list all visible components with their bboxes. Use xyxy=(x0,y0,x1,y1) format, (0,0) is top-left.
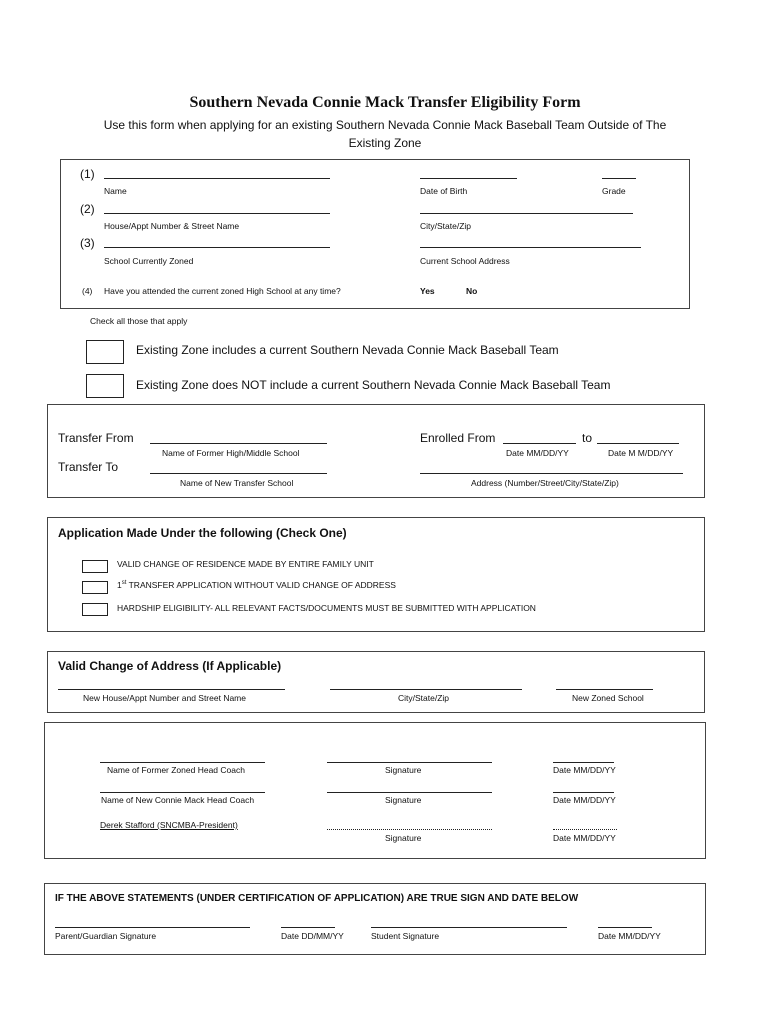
transfer-to-label: Transfer To xyxy=(58,460,119,474)
enrolled-to-date-field[interactable] xyxy=(597,443,679,444)
former-coach-date-label: Date MM/DD/YY xyxy=(553,765,616,775)
zone-not-includes-checkbox[interactable] xyxy=(86,374,124,398)
president-signature-field[interactable] xyxy=(327,829,492,830)
former-coach-signature-label: Signature xyxy=(385,765,422,775)
new-city-label: City/State/Zip xyxy=(398,693,450,703)
first-transfer-checkbox[interactable] xyxy=(82,581,108,594)
new-zoned-school-label: New Zoned School xyxy=(572,693,644,703)
new-zoned-school-field[interactable] xyxy=(556,689,653,690)
name-label: Name xyxy=(104,186,127,196)
row-number-2: (2) xyxy=(80,202,95,216)
row-number-4: (4) xyxy=(82,286,93,296)
address-change-heading: Valid Change of Address (If Applicable) xyxy=(58,659,282,673)
new-school-label: Name of New Transfer School xyxy=(180,478,294,488)
grade-field[interactable] xyxy=(602,178,636,179)
new-coach-signature-label: Signature xyxy=(385,795,422,805)
new-street-field[interactable] xyxy=(58,689,285,690)
enrolled-to-word: to xyxy=(582,431,593,445)
attendance-question: Have you attended the current zoned High School at any time? xyxy=(104,286,341,296)
parent-signature-field[interactable] xyxy=(55,927,250,928)
school-label: School Currently Zoned xyxy=(104,256,194,266)
zone-includes-checkbox[interactable] xyxy=(86,340,124,364)
grade-label: Grade xyxy=(602,186,626,196)
hardship-label: HARDSHIP ELIGIBILITY- ALL RELEVANT FACTS/DOCUMENTS MUST BE SUBMITTED WITH APPLICATION xyxy=(117,603,536,613)
dob-field[interactable] xyxy=(420,178,517,179)
president-name: Derek Stafford (SNCMBA-President) xyxy=(100,820,238,830)
city-field[interactable] xyxy=(420,213,633,214)
parent-date-label: Date DD/MM/YY xyxy=(281,931,344,941)
zone-includes-label: Existing Zone includes a current Southern Nevada Connie Mack Baseball Team xyxy=(136,343,559,357)
dob-label: Date of Birth xyxy=(420,186,468,196)
house-field[interactable] xyxy=(104,213,330,214)
new-coach-date-label: Date MM/DD/YY xyxy=(553,795,616,805)
new-coach-date-field[interactable] xyxy=(553,792,614,793)
residence-change-checkbox[interactable] xyxy=(82,560,108,573)
former-coach-name-field[interactable] xyxy=(100,762,265,763)
name-field[interactable] xyxy=(104,178,330,179)
house-label: House/Appt Number & Street Name xyxy=(104,221,240,231)
transfer-from-field[interactable] xyxy=(150,443,327,444)
new-coach-label: Name of New Connie Mack Head Coach xyxy=(101,795,255,805)
yes-option[interactable]: Yes xyxy=(420,286,435,296)
transfer-from-label: Transfer From xyxy=(58,431,134,445)
form-subtitle: Use this form when applying for an existing Southern Nevada Connie Mack Baseball Team Outside of The Existing Zone xyxy=(103,118,667,150)
new-school-address-label: Address (Number/Street/City/State/Zip) xyxy=(471,478,619,488)
school-field[interactable] xyxy=(104,247,330,248)
enrolled-from-label: Enrolled From xyxy=(420,431,496,445)
form-title: Southern Nevada Connie Mack Transfer Eligibility Form xyxy=(189,94,581,111)
first-transfer-label: 1st TRANSFER APPLICATION WITHOUT VALID CHANGE OF ADDRESS xyxy=(117,580,396,590)
hardship-checkbox[interactable] xyxy=(82,603,108,616)
enrolled-from-date-label: Date MM/DD/YY xyxy=(506,448,569,458)
certification-heading: IF THE ABOVE STATEMENTS (UNDER CERTIFICATION OF APPLICATION) ARE TRUE SIGN AND DATE BELOW xyxy=(55,893,579,904)
check-all-note: Check all those that apply xyxy=(90,316,188,326)
student-date-label: Date MM/DD/YY xyxy=(598,931,661,941)
former-coach-signature-field[interactable] xyxy=(327,762,492,763)
new-school-address-field[interactable] xyxy=(420,473,683,474)
president-date-field[interactable] xyxy=(553,829,617,830)
enrolled-to-date-label: Date M M/DD/YY xyxy=(608,448,674,458)
application-heading: Application Made Under the following (Check One) xyxy=(58,526,347,540)
zone-not-includes-label: Existing Zone does NOT include a current Southern Nevada Connie Mack Baseball Team xyxy=(136,378,611,392)
parent-signature-label: Parent/Guardian Signature xyxy=(55,931,157,941)
new-street-label: New House/Appt Number and Street Name xyxy=(83,693,246,703)
student-signature-label: Student Signature xyxy=(371,931,440,941)
new-coach-signature-field[interactable] xyxy=(327,792,492,793)
student-date-field[interactable] xyxy=(598,927,652,928)
enrolled-from-date-field[interactable] xyxy=(503,443,576,444)
transfer-to-field[interactable] xyxy=(150,473,327,474)
parent-date-field[interactable] xyxy=(281,927,335,928)
former-coach-label: Name of Former Zoned Head Coach xyxy=(107,765,245,775)
school-address-field[interactable] xyxy=(420,247,641,248)
school-address-label: Current School Address xyxy=(420,256,510,266)
president-date-label: Date MM/DD/YY xyxy=(553,833,616,843)
row-number-3: (3) xyxy=(80,236,95,250)
row-number-1: (1) xyxy=(80,167,95,181)
city-label: City/State/Zip xyxy=(420,221,472,231)
new-city-field[interactable] xyxy=(330,689,522,690)
no-option[interactable]: No xyxy=(466,286,478,296)
new-coach-name-field[interactable] xyxy=(100,792,265,793)
president-signature-label: Signature xyxy=(385,833,422,843)
student-signature-field[interactable] xyxy=(371,927,567,928)
residence-change-label: VALID CHANGE OF RESIDENCE MADE BY ENTIRE FAMILY UNIT xyxy=(117,559,374,569)
former-school-label: Name of Former High/Middle School xyxy=(162,448,300,458)
former-coach-date-field[interactable] xyxy=(553,762,614,763)
